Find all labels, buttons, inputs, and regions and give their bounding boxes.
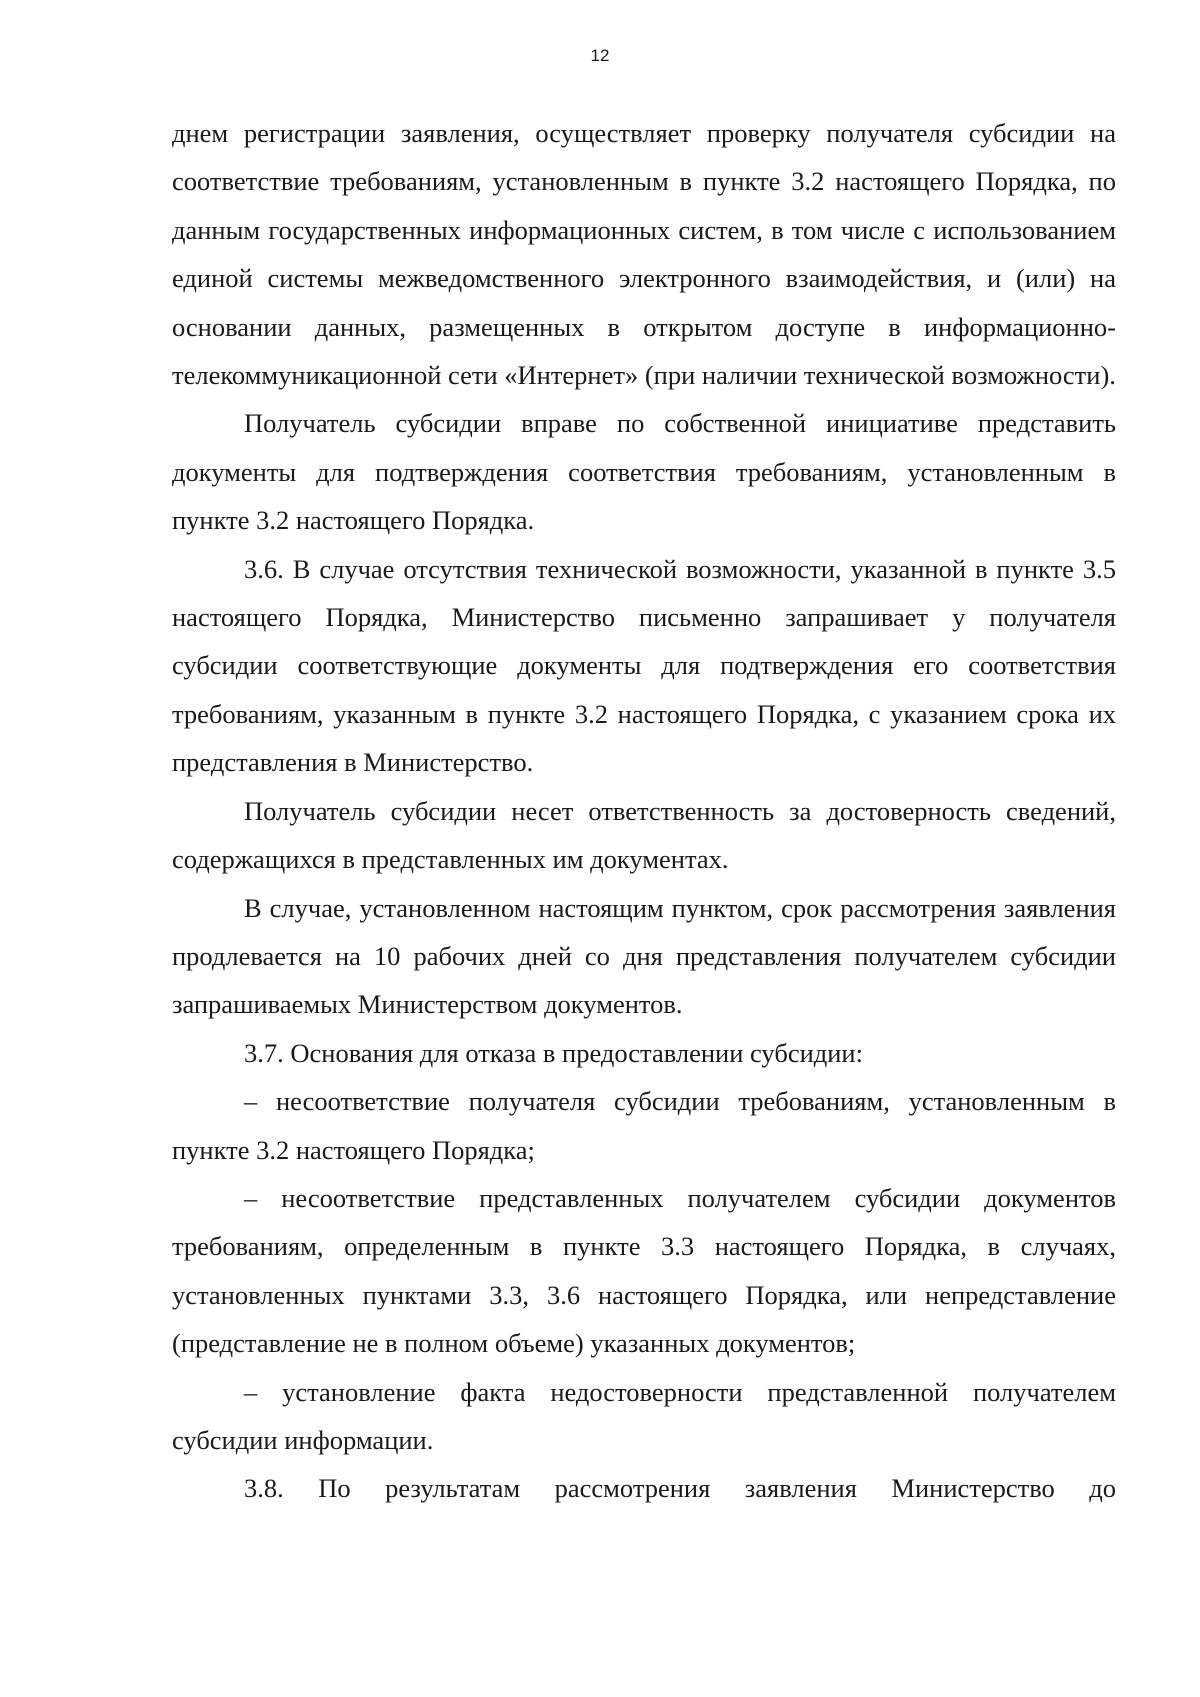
paragraph-own-initiative: Получатель субсидии вправе по собственной инициативе представить документы для подтверждения соответствия требованиям, установленным в пункте 3.2 настоящего Порядка. — [172, 408, 1116, 536]
paragraph-continuation: днем регистрации заявления, осуществляет проверку получателя субсидии на соответствие требованиям, установленным в пункте 3.2 настоящего Порядка, по данным государственных информационных систем, в том числе с использованием единой системы межведомственного электронного взаимодействия, и (или) на основании данных, размещенных в открытом доступе в информационно-телекоммуникационной сети «Интернет» (при наличии технической возможности). — [172, 118, 1116, 391]
list-item-refusal-1: – несоответствие получателя субсидии требованиям, установленным в пункте 3.2 настоящего Порядка; — [172, 1086, 1116, 1165]
page-number: 12 — [590, 46, 610, 65]
paragraph-3-7: 3.7. Основания для отказа в предоставлении субсидии: — [244, 1037, 863, 1068]
paragraph-3-8: 3.8. По результатам рассмотрения заявления Министерство до — [244, 1473, 1116, 1504]
paragraph-3-6: 3.6. В случае отсутствия технической возможности, указанной в пункте 3.5 настоящего Порядка, Министерство письменно запрашивает у получателя субсидии соответствующие документы для подтверждения его соответствия требованиям, указанным в пункте 3.2 настоящего Порядка, с указанием срока их представления в Министерство. — [172, 553, 1116, 778]
document-body — [172, 109, 1116, 1513]
list-item-refusal-2: – несоответствие представленных получателем субсидии документов требованиям, определенным в пункте 3.3 настоящего Порядка, в случаях, установленных пунктами 3.3, 3.6 настоящего Порядка, или непредставление (представление не в полном объеме) указанных документов; — [172, 1182, 1116, 1359]
paragraph-term-extension: В случае, установленном настоящим пунктом, срок рассмотрения заявления продлевается на 10 рабочих дней со дня представления получателем субсидии запрашиваемых Министерством документов. — [172, 892, 1116, 1020]
paragraph-responsibility: Получатель субсидии несет ответственность за достоверность сведений, содержащихся в представленных им документах. — [172, 795, 1116, 875]
list-item-refusal-3: – установление факта недостоверности представленной получателем субсидии информации. — [172, 1376, 1116, 1455]
